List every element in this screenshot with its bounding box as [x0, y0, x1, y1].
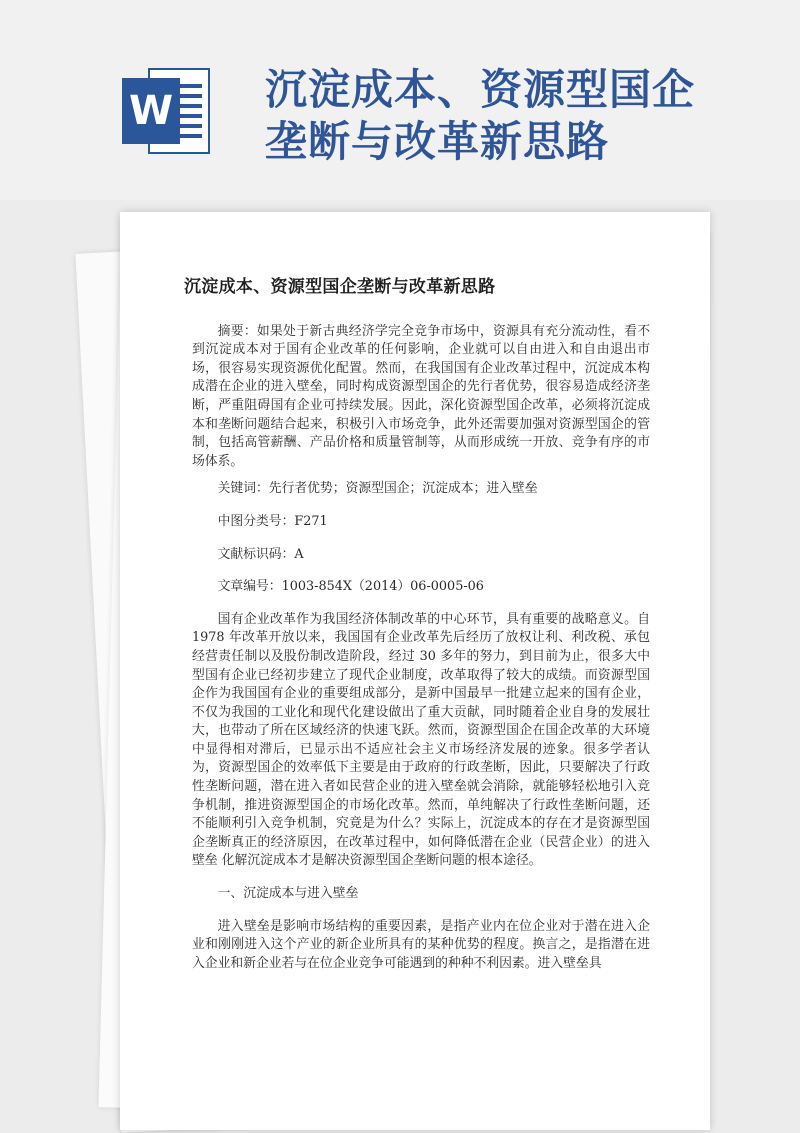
word-document-icon — [122, 68, 210, 154]
banner-title — [265, 64, 785, 168]
document-page — [120, 212, 710, 1130]
classification-number: 中图分类号：F271 — [217, 513, 328, 529]
word-logo-badge: W — [122, 78, 180, 144]
section-heading: 一、沉淀成本与进入壁垒 — [217, 886, 359, 902]
banner-header — [0, 0, 800, 200]
document-title: 沉淀成本、资源型国企垄断与改革新思路 — [184, 277, 496, 297]
body-paragraph: 国有企业改革作为我国经济体制改革的中心环节，具有重要的战略意义。自 1978 年改革开放以来，我国国有企业改革先后经历了放权让利、利改税、承包经营责任制以及股份制改造阶段，经过 30 多年的努力，到目前为止，很多大中型国有企业已经初步建立了现代企业制度，改革取得了较大的成绩。而资源型国企作为我国国有企业的重要组成部分，是新中国最早一批建立起来的国有企业，不仅为我国的工业化和现代化建设做出了重大贡献，同时随着企业自身的发展壮大，也带动了所在区域经济的快速飞跃。然而，资源型国企在国企改革的大环境中显得相对滞后，已显示出不适应社会主义市场经济发展的迹象。很多学者认为，资源型国企的效率低下主要是由于政府的行政垄断，因此，只要解决了行政性垄断问题，潜在进入者如民营企业的进入壁垒就会消除，就能够轻松地引入竞争机制，推进资源型国企的市场化改革。然而，单纯解决了行政性垄断问题，还不能顺利引入竞争机制，究竟是为什么？实际上，沉淀成本的存在才是资源型国企垄断真正的经济原因，在改革过程中，如何降低潜在企业（民营企业）的进入壁垒 化解沉淀成本才是解决资源型国企垄断问题的根本途径。 — [192, 611, 650, 869]
document-code: 文献标识码：A — [217, 546, 304, 562]
article-number: 文章编号：1003-854X（2014）06-0005-06 — [217, 579, 484, 595]
body-paragraph: 进入壁垒是影响市场结构的重要因素，是指产业内在位企业对于潜在进入企业和刚刚进入这个产业的新企业所具有的某种优势的程度。换言之，是指潜在进入企业和新企业若与在位企业竞争可能遇到的种种不利因素。进入壁垒具 — [192, 918, 650, 971]
document-content — [184, 277, 650, 973]
abstract-paragraph: 摘要：如果处于新古典经济学完全竞争市场中，资源具有充分流动性，看不到沉淀成本对于国有企业改革的任何影响，企业就可以自由进入和自由退出市场，很容易实现资源优化配置。然而，在我国国有企业改革过程中，沉淀成本构成潜在企业的进入壁垒，同时构成资源型国企的先行者优势，很容易造成经济垄断，严重阻碍国有企业可持续发展。因此，深化资源型国企改革，必须将沉淀成本和垄断问题结合起来，积极引入市场竞争，此外还需要加强对资源型国企的管制，包括高管薪酬、产品价格和质量管制等，从而形成统一开放、竞争有序的市场体系。 — [192, 323, 650, 469]
banner-title-line-1: 沉淀成本、资源型国企 — [265, 65, 696, 114]
banner-title-line-2: 垄断与改革新思路 — [265, 117, 610, 166]
keywords-line: 关键词：先行者优势；资源型国企；沉淀成本；进入壁垒 — [217, 481, 538, 497]
